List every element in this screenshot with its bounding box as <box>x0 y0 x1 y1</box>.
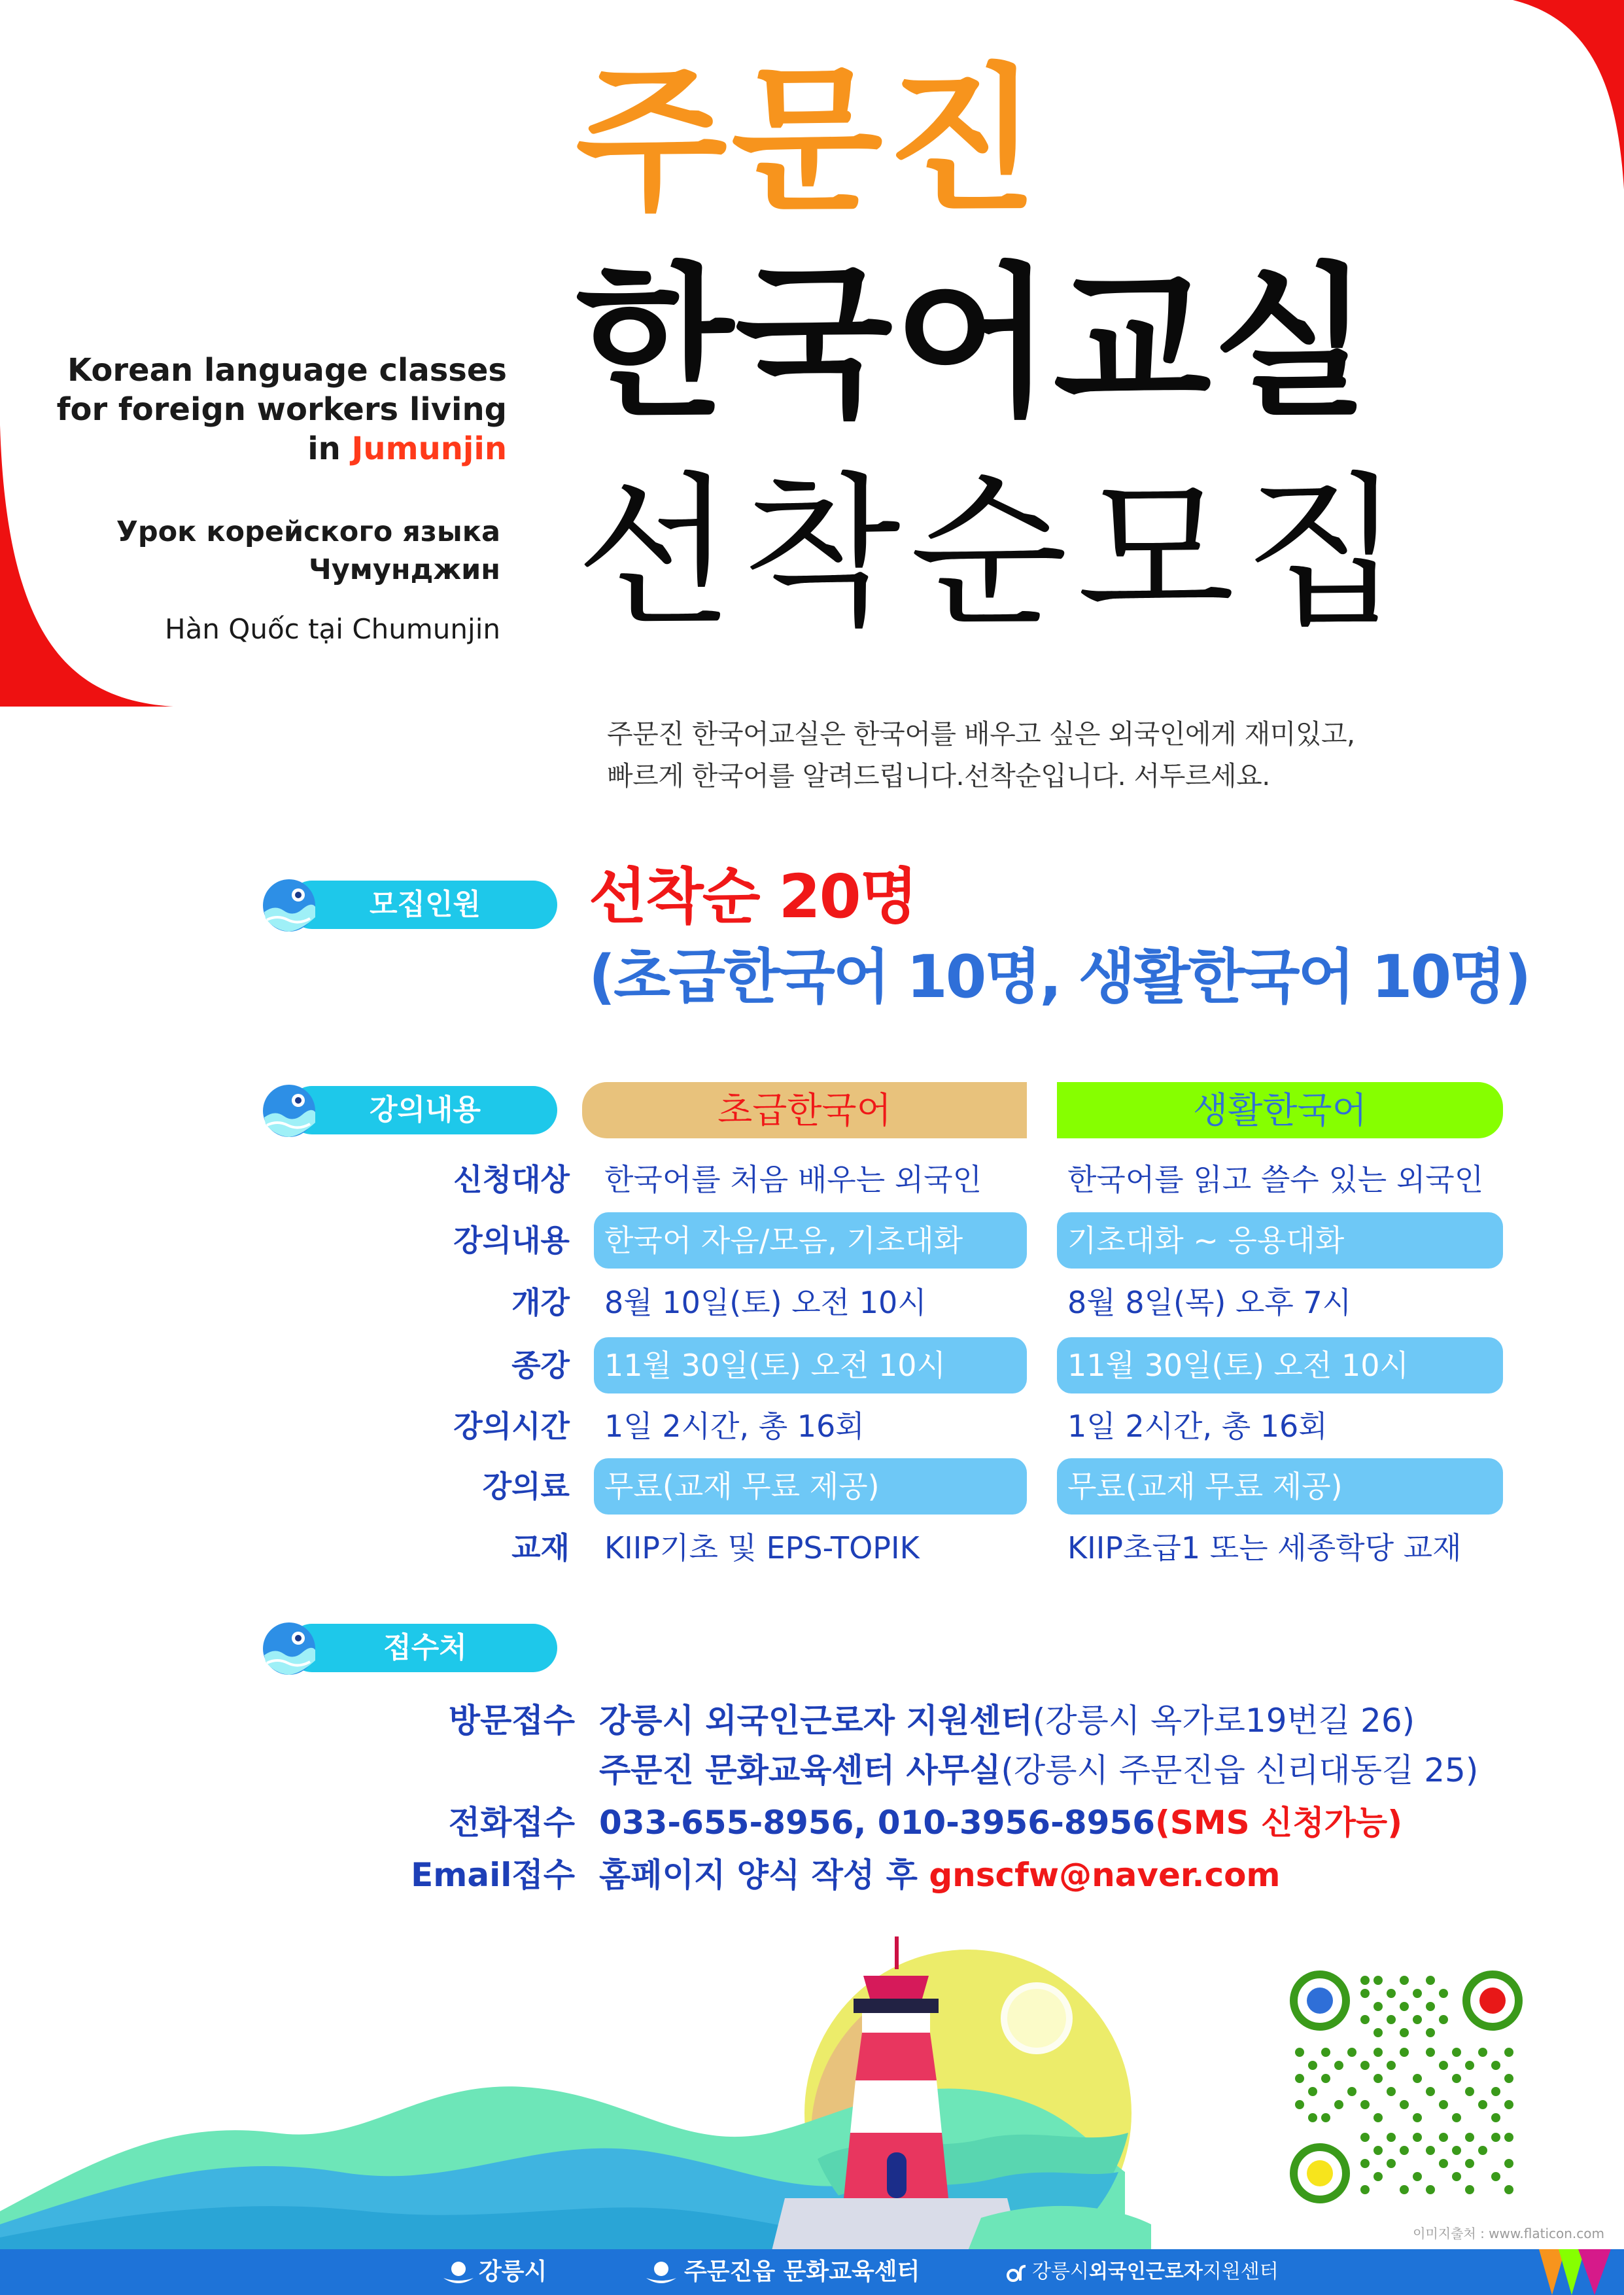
section-label-recruit-text: 모집인원 <box>369 888 481 921</box>
email-line <box>599 1850 1281 1900</box>
cell-daily-content: 기초대화 ~ 응용대화 <box>1057 1212 1503 1269</box>
gangneung-logo-icon <box>442 2260 475 2286</box>
english-line-1: Korean language classes <box>67 352 507 389</box>
footer-org2-text: 주문진읍 문화교육센터 <box>684 2258 920 2285</box>
row-label-end: 종강 <box>511 1348 570 1383</box>
visit2-address: (강릉시 주문진읍 신리대동길 25) <box>1001 1751 1479 1789</box>
cell-beginner-hours: 1일 2시간, 총 16회 <box>604 1409 865 1444</box>
image-credit: 이미지출처 : www.flaticon.com <box>1413 2226 1604 2241</box>
intro-line-2: 빠르게 한국어를 알려드립니다.선착순입니다. 서두르세요. <box>607 760 1270 792</box>
recruit-total: 선착순 20명 <box>589 862 917 932</box>
english-in: in <box>307 430 352 467</box>
english-line-2: for foreign workers living <box>56 391 507 428</box>
row-label-start: 개강 <box>511 1285 570 1320</box>
intro-text <box>607 713 1355 797</box>
vietnamese-subtitle: Hàn Quốc tại Chumunjin <box>164 613 500 645</box>
worker-center-logo-icon <box>1006 2261 1029 2285</box>
row-label-textbook: 교재 <box>511 1530 570 1566</box>
visit1-name: 강릉시 외국인근로자 지원센터 <box>599 1702 1033 1740</box>
footer-bar <box>0 2249 1624 2295</box>
cell-beginner-start: 8월 10일(토) 오전 10시 <box>604 1285 927 1320</box>
visit2-name: 주문진 문화교육센터 사무실 <box>599 1751 1001 1789</box>
footer-org3-prefix: 강릉시 <box>1032 2260 1089 2283</box>
title-korean-class: 한국어교실 <box>576 248 1372 438</box>
corner-decoration-top-right <box>1513 0 1624 190</box>
visit-line-2 <box>599 1745 1478 1795</box>
footer-corner-triangles <box>1539 2249 1611 2295</box>
english-line-3 <box>57 429 507 468</box>
wave-badge-icon <box>262 1083 317 1138</box>
email-instructions: 홈페이지 양식 작성 후 <box>599 1856 929 1894</box>
label-email: Email접수 <box>411 1856 575 1894</box>
label-visit: 방문접수 <box>448 1702 575 1740</box>
cell-daily-textbook: KIIP초급1 또는 세종학당 교재 <box>1067 1530 1462 1566</box>
title-first-come-recruit: 선착순모집 <box>576 457 1411 648</box>
recruit-breakdown: (초급한국어 10명, 생활한국어 10명) <box>589 943 1530 1011</box>
jumunjin-logo-icon <box>645 2260 678 2286</box>
phone-numbers: 033-655-8956, 010-3956-8956 <box>599 1804 1155 1842</box>
intro-line-1: 주문진 한국어교실은 한국어를 배우고 싶은 외국인에게 재미있고, <box>607 718 1355 750</box>
cell-daily-hours: 1일 2시간, 총 16회 <box>1067 1409 1328 1444</box>
row-label-content: 강의내용 <box>453 1223 570 1258</box>
cell-beginner-end: 11월 30일(토) 오전 10시 <box>594 1337 1027 1393</box>
header-daily-korean: 생활한국어 <box>1057 1082 1503 1138</box>
section-label-content <box>262 1083 557 1137</box>
footer-org3-bold: 외국인근로자 <box>1088 2260 1203 2283</box>
section-label-content-text: 강의내용 <box>369 1093 481 1127</box>
cell-beginner-textbook: KIIP기초 및 EPS-TOPIK <box>604 1530 920 1566</box>
section-label-reception <box>262 1621 557 1675</box>
cell-daily-end: 11월 30일(토) 오전 10시 <box>1057 1337 1503 1393</box>
cell-beginner-content: 한국어 자음/모음, 기초대화 <box>594 1212 1027 1269</box>
row-label-target: 신청대상 <box>453 1162 570 1197</box>
russian-line-2: Чумунджин <box>308 553 500 586</box>
english-subtitle <box>57 351 507 468</box>
russian-line-1: Урок корейского языка <box>116 516 500 548</box>
email-address[interactable]: gnscfw@naver.com <box>929 1856 1281 1894</box>
label-phone: 전화접수 <box>448 1804 575 1842</box>
russian-subtitle <box>116 513 500 589</box>
cell-daily-target: 한국어를 읽고 쓸수 있는 외국인 <box>1067 1162 1484 1197</box>
row-label-fee: 강의료 <box>482 1469 570 1504</box>
visit-line-1 <box>599 1696 1415 1745</box>
footer-org-jumunjin-center <box>645 2249 920 2295</box>
phone-line <box>599 1798 1402 1848</box>
title-jumunjin: 주문진 <box>576 49 1043 232</box>
row-label-hours: 강의시간 <box>453 1409 570 1444</box>
section-label-reception-text: 접수처 <box>383 1631 467 1664</box>
wave-badge-icon <box>262 1621 317 1676</box>
footer-org-gangneung <box>442 2249 547 2295</box>
cell-beginner-target: 한국어를 처음 배우는 외국인 <box>604 1162 982 1197</box>
cell-beginner-fee: 무료(교재 무료 제공) <box>594 1458 1027 1515</box>
section-label-recruit <box>262 878 557 932</box>
cell-daily-start: 8월 8일(목) 오후 7시 <box>1067 1285 1352 1320</box>
footer-org-worker-center <box>1006 2249 1279 2295</box>
visit1-address: (강릉시 옥가로19번길 26) <box>1032 1702 1415 1740</box>
header-beginner-korean: 초급한국어 <box>582 1082 1027 1138</box>
english-place: Jumunjin <box>351 430 507 467</box>
wave-badge-icon <box>262 878 317 933</box>
cell-daily-fee: 무료(교재 무료 제공) <box>1057 1458 1503 1515</box>
footer-org1-text: 강릉시 <box>479 2258 547 2285</box>
footer-org3-suffix: 지원센터 <box>1202 2260 1279 2283</box>
qr-code-icon[interactable] <box>1288 1969 1524 2205</box>
phone-sms: (SMS 신청가능) <box>1155 1804 1403 1842</box>
